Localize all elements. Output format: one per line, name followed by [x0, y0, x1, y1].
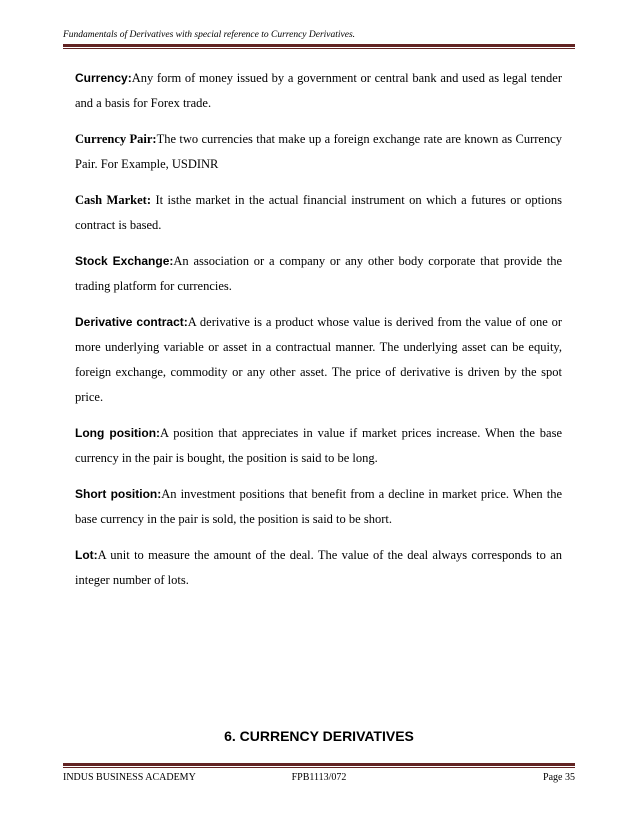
definition: A unit to measure the amount of the deal. The value of the deal always corresponds to an integer number of lots.: [75, 548, 562, 587]
section-heading: 6. CURRENCY DERIVATIVES: [224, 728, 414, 744]
running-header: Fundamentals of Derivatives with special reference to Currency Derivatives.: [63, 30, 356, 40]
definition: The two currencies that make up a foreign exchange rate are known as Currency Pair. For Example, USDINR: [75, 132, 562, 171]
footer-institution: INDUS BUSINESS ACADEMY: [63, 772, 196, 783]
glossary-entry-cash-market: [75, 188, 562, 238]
term: Currency:: [75, 71, 132, 85]
definition: A position that appreciates in value if market prices increase. When the base currency in the pair is bought, the position is said to be long.: [75, 426, 562, 465]
definition: An association or a company or any other body corporate that provide the trading platform for currencies.: [75, 254, 562, 293]
term: Stock Exchange:: [75, 254, 174, 268]
footer-page-number: Page 35: [543, 772, 575, 783]
glossary-entry-stock-exchange: [75, 249, 562, 299]
glossary-entry-long-position: [75, 421, 562, 471]
footer-rule-thick: [63, 763, 575, 766]
glossary-entry-lot: [75, 543, 562, 593]
term: Lot:: [75, 548, 98, 562]
glossary-entry-currency-pair: [75, 127, 562, 177]
definition: Any form of money issued by a government or central bank and used as legal tender and a basis for Forex trade.: [75, 71, 562, 110]
definition: It isthe market in the actual financial instrument on which a futures or options contract is based.: [75, 193, 562, 232]
term: Short position:: [75, 487, 162, 501]
term: Long position:: [75, 426, 161, 440]
glossary-entry-derivative-contract: [75, 310, 562, 410]
term: Derivative contract:: [75, 315, 188, 329]
definition: A derivative is a product whose value is derived from the value of one or more underlying variable or asset in a contractual manner. The underlying asset can be equity, foreign exchange, commodity or any other asset. The price of derivative is driven by the spot price.: [75, 315, 562, 404]
header-rule-thin: [63, 48, 575, 49]
footer-rule-thin: [63, 767, 575, 768]
glossary-body: [75, 66, 562, 604]
footer-code: FPB1113/072: [291, 772, 347, 783]
glossary-entry-currency: [75, 66, 562, 116]
term: Currency Pair:: [75, 132, 157, 146]
header-rule-thick: [63, 44, 575, 47]
glossary-entry-short-position: [75, 482, 562, 532]
term: Cash Market:: [75, 193, 151, 207]
definition: An investment positions that benefit from a decline in market price. When the base currency in the pair is sold, the position is said to be short.: [75, 487, 562, 526]
page-footer: [63, 772, 575, 786]
